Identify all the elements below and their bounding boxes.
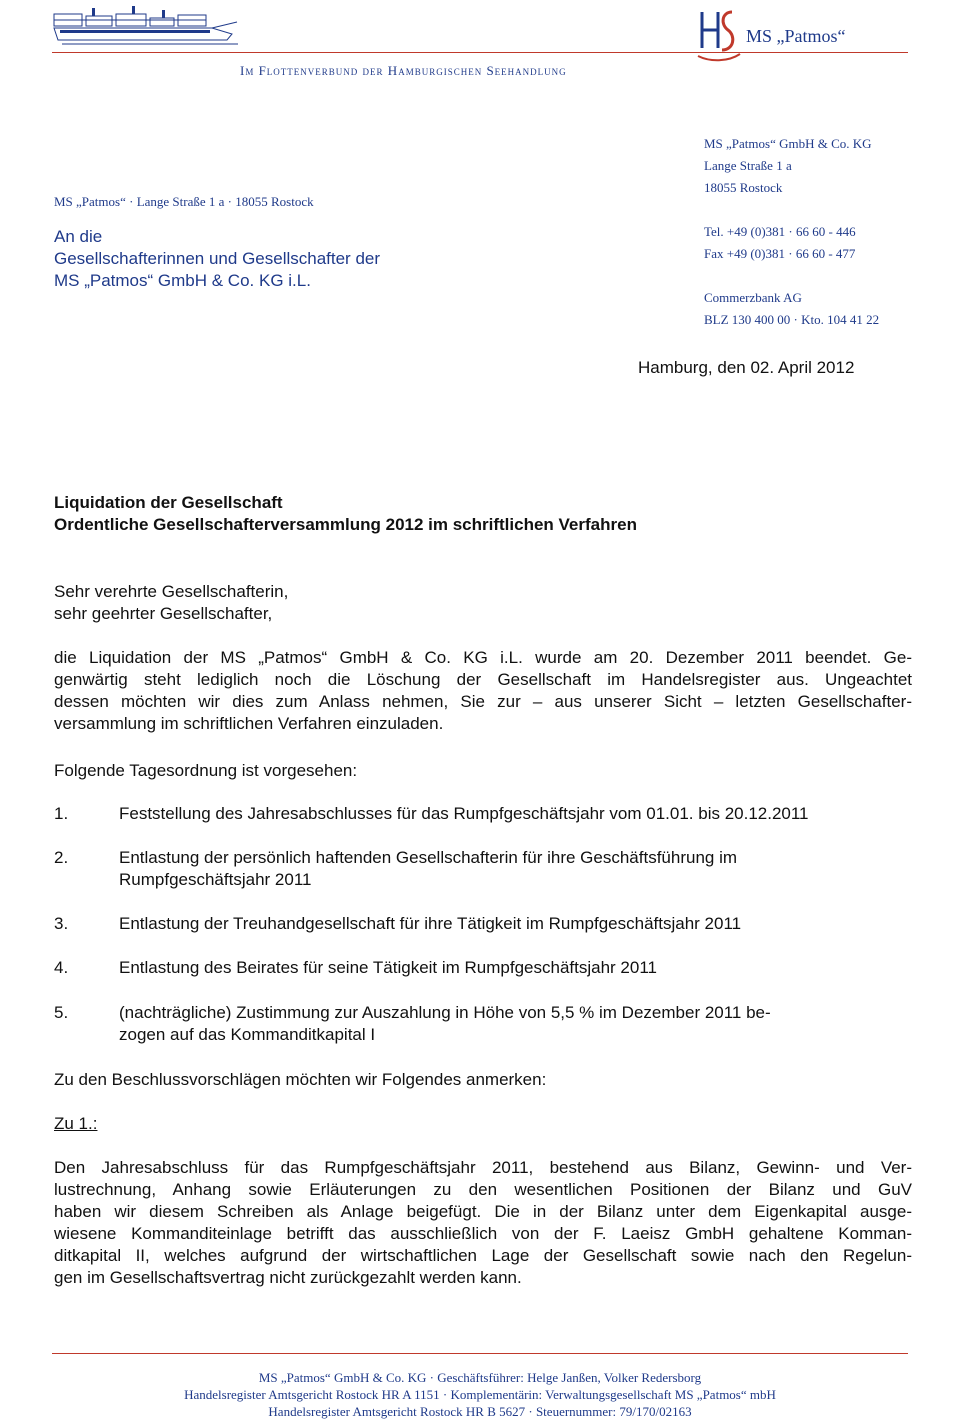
recipient-address (54, 226, 380, 292)
contact-account: BLZ 130 400 00 · Kto. 104 41 22 (704, 312, 880, 327)
paragraph-line: Den Jahresabschluss für das Rumpfgeschäftsjahr 2011, bestehend aus Bilanz, Gewinn- und Ver- (54, 1158, 912, 1177)
brand-name: MS „Patmos“ (746, 26, 846, 46)
agenda-number: 2. (54, 848, 69, 867)
agenda-item-text: Entlastung des Beirates für seine Tätigkeit im Rumpfgeschäftsjahr 2011 (119, 958, 657, 977)
hs-monogram-logo (696, 4, 742, 66)
paragraph-line: haben wir diesem Schreiben als Anlage beigefügt. Die in der Bilanz unter dem Eigenkapital ausge- (54, 1202, 912, 1221)
zu1-heading: Zu 1.: (54, 1114, 98, 1133)
tagline: Im Flottenverbund der Hamburgischen Seehandlung (240, 63, 567, 78)
agenda-number: 3. (54, 914, 69, 933)
paragraph-line: wiesene Kommanditeinlage betrifft das ausschließlich von der F. Laeisz GmbH gehaltene Komman- (54, 1224, 912, 1243)
paragraph-line: gen im Gesellschaftsvertrag nicht zurückgezahlt werden kann. (54, 1268, 522, 1287)
footer-divider (52, 1353, 908, 1354)
paragraph-line: ditkapital II, welches aufgrund der wirtschaftlichen Lage der Gesellschaft sowie nach den Regelun- (54, 1246, 912, 1265)
contact-city: 18055 Rostock (704, 180, 783, 195)
paragraph-line: genwärtig steht lediglich noch die Löschung der Gesellschaft im Handelsregister aus. Ungeachtet (54, 670, 912, 689)
subject-line: Ordentliche Gesellschafterversammlung 2012 im schriftlichen Verfahren (54, 515, 637, 534)
header-divider (52, 52, 908, 53)
agenda-item-text: Entlastung der Treuhandgesellschaft für ihre Tätigkeit im Rumpfgeschäftsjahr 2011 (119, 914, 742, 933)
footer-line: Handelsregister Amtsgericht Rostock HR A 1151 · Komplementärin: Verwaltungsgesellschaft MS „Patmos“ mbH (184, 1387, 776, 1402)
letter-date: Hamburg, den 02. April 2012 (638, 358, 855, 377)
agenda-item-text: Feststellung des Jahresabschlusses für das Rumpfgeschäftsjahr vom 01.01. bis 20.12.2011 (119, 804, 809, 823)
contact-bank: Commerzbank AG (704, 290, 802, 305)
agenda-intro: Folgende Tagesordnung ist vorgesehen: (54, 761, 358, 780)
recipient-line: MS „Patmos“ GmbH & Co. KG i.L. (54, 271, 311, 290)
paragraph-line: lustrechnung, Anhang sowie Erläuterungen zu den wesentlichen Positionen der Bilanz und GuV (54, 1180, 912, 1199)
agenda-number: 5. (54, 1003, 69, 1022)
ship-logo (52, 4, 242, 48)
paragraph-line: versammlung im schriftlichen Verfahren einzuladen. (54, 714, 444, 733)
salutation-line: Sehr verehrte Gesellschafterin, (54, 582, 289, 601)
agenda-item-text: zogen auf das Kommanditkapital I (119, 1025, 376, 1044)
footer (0, 1369, 960, 1420)
footer-line: Handelsregister Amtsgericht Rostock HR B 5627 · Steuernummer: 79/170/02163 (268, 1404, 692, 1419)
recipient-line: Gesellschafterinnen und Gesellschafter der (54, 249, 381, 268)
zu1-paragraph (54, 1157, 912, 1289)
recipient-line: An die (54, 227, 103, 246)
footer-line: MS „Patmos“ GmbH & Co. KG · Geschäftsführer: Helge Janßen, Volker Redersborg (258, 1370, 702, 1385)
sender-line: MS „Patmos“ · Lange Straße 1 a · 18055 Rostock (54, 194, 314, 209)
paragraph-line: die Liquidation der MS „Patmos“ GmbH & Co. KG i.L. wurde am 20. Dezember 2011 beendet. Ge- (54, 648, 912, 667)
agenda-item-text: Entlastung der persönlich haftenden Gesellschafterin für ihre Geschäftsführung im (119, 848, 738, 867)
contact-company: MS „Patmos“ GmbH & Co. KG (704, 136, 872, 151)
contact-street: Lange Straße 1 a (704, 158, 792, 173)
agenda-number: 4. (54, 958, 69, 977)
contact-tel: Tel. +49 (0)381 · 66 60 - 446 (704, 224, 856, 239)
salutation-line: sehr geehrter Gesellschafter, (54, 604, 273, 623)
agenda-item-text: Rumpfgeschäftsjahr 2011 (119, 870, 312, 889)
paragraph-line: dessen möchten wir dies zum Anlass nehmen, Sie zur – aus unserer Sicht – letzten Gesellschafter- (54, 692, 912, 711)
subject (54, 492, 637, 536)
agenda-item-text: (nachträgliche) Zustimmung zur Auszahlung in Höhe von 5,5 % im Dezember 2011 be- (119, 1003, 771, 1022)
subject-line: Liquidation der Gesellschaft (54, 493, 283, 512)
agenda-number: 1. (54, 804, 69, 823)
remarks-intro: Zu den Beschlussvorschlägen möchten wir Folgendes anmerken: (54, 1070, 547, 1089)
intro-paragraph (54, 647, 912, 735)
contact-fax: Fax +49 (0)381 · 66 60 - 477 (704, 246, 856, 261)
